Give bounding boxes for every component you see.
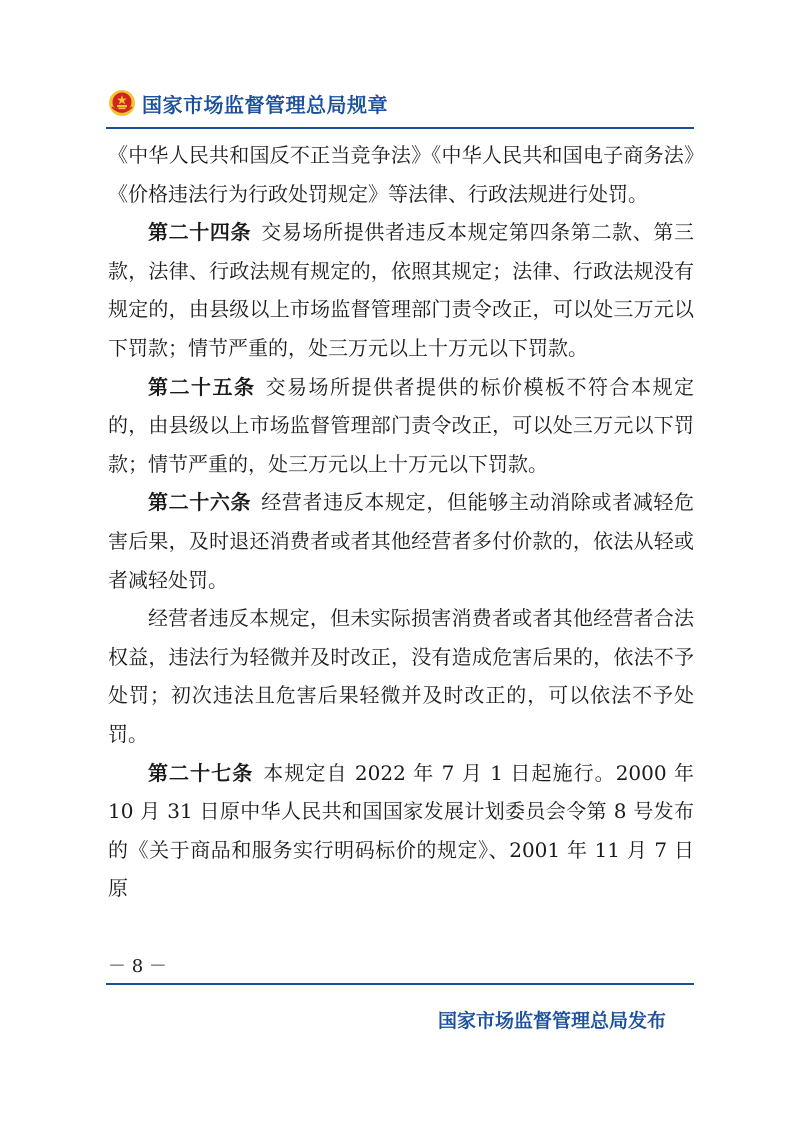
article-paragraph xyxy=(108,483,694,599)
page-number: － 8 － xyxy=(108,956,167,977)
body-paragraph xyxy=(108,599,694,753)
article-title: 第二十五条 xyxy=(148,374,256,399)
page-header xyxy=(108,88,388,118)
article-title: 第二十四条 xyxy=(148,220,252,245)
paragraph-text: 经营者违反本规定，但未实际损害消费者或者其他经营者合法权益，违法行为轻微并及时改正，没有造成危害后果的，依法不予处罚；初次违法且危害后果轻微并及时改正的，可以依法不予处罚。 xyxy=(108,606,694,746)
national-emblem-icon xyxy=(108,89,136,117)
paragraph-text: 《中华人民共和国反不正当竞争法》《中华人民共和国电子商务法》《价格违法行为行政处罚规定》等法律、行政法规进行处罚。 xyxy=(108,143,694,206)
article-title: 第二十六条 xyxy=(148,490,252,515)
article-title: 第二十七条 xyxy=(148,760,254,785)
document-body xyxy=(108,136,694,908)
paragraph-text: 交易场所提供者违反本规定第四条第二款、第三款，法律、行政法规有规定的，依照其规定；法律、行政法规没有规定的，由县级以上市场监督管理部门责令改正，可以处三万元以下罚款；情节严重的，处三万元以上十万元以下罚款。 xyxy=(108,220,695,360)
body-paragraph xyxy=(108,136,694,213)
paragraph-text: 交易场所提供者提供的标价模板不符合本规定的，由县级以上市场监督管理部门责令改正，可以处三万元以下罚款；情节严重的，处三万元以上十万元以下罚款。 xyxy=(108,374,694,476)
header-divider xyxy=(106,127,694,129)
article-paragraph xyxy=(108,213,694,367)
paragraph-text: 经营者违反本规定，但能够主动消除或者减轻危害后果，及时退还消费者或者其他经营者多付价款的，依法从轻或者减轻处罚。 xyxy=(108,490,695,592)
article-paragraph xyxy=(108,368,694,484)
header-title: 国家市场监督管理总局规章 xyxy=(142,92,388,117)
footer-publisher: 国家市场监督管理总局发布 xyxy=(437,1010,666,1032)
article-paragraph xyxy=(108,754,694,908)
footer-divider xyxy=(106,983,694,985)
paragraph-text: 本规定自 2022 年 7 月 1 日起施行。2000 年 10 月 31 日原中华人民共和国国家发展计划委员会令第 8 号发布的《关于商品和服务实行明码标价的规定》、2001 年 11 月 7 日原 xyxy=(108,760,695,901)
